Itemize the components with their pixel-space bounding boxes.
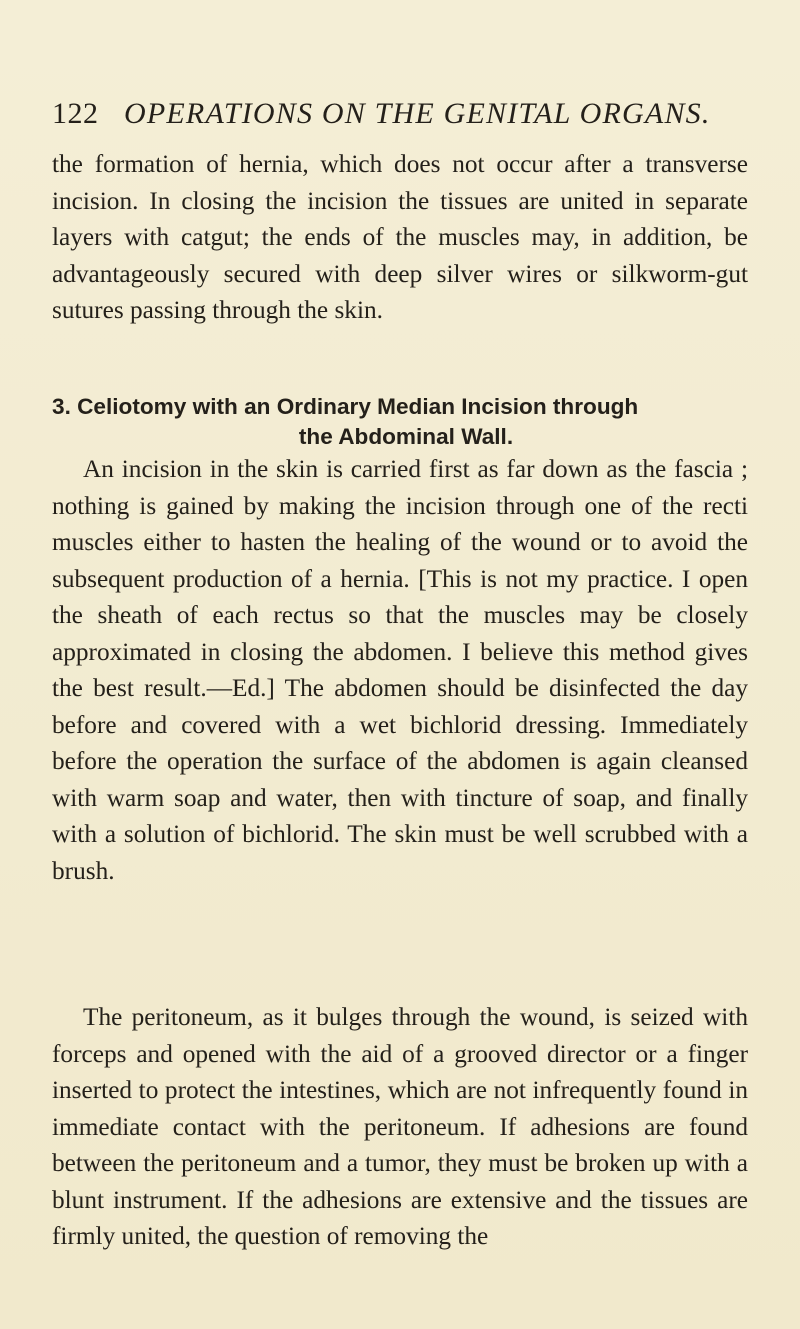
page-header	[52, 92, 752, 136]
section-heading	[52, 392, 752, 452]
section-heading-line-2: the Abdominal Wall.	[298, 424, 514, 449]
paragraph-2: An incision in the skin is carried first as far down as the fascia ; nothing is gained by making the incision through one of the recti muscles either to hasten the healing of the wound or to avoid the subsequent production of a hernia. [This is not my practice. I open the sheath of each rectus so that the muscles may be closely approximated in closing the abdomen. I believe this method gives the best result.—Ed.] The abdomen should be disinfected the day before and covered with a wet bichlorid dressing. Immediately before the operation the surface of the abdomen is again cleansed with warm soap and water, then with tincture of soap, and finally with a solution of bichlorid. The skin must be well scrubbed with a brush.	[52, 455, 748, 885]
section-heading-line-1: 3. Celiotomy with an Ordinary Median Incision through	[52, 394, 639, 419]
running-title: OPERATIONS ON THE GENITAL ORGANS.	[124, 97, 711, 130]
page-number: 122	[52, 97, 99, 130]
paragraph-1: the formation of hernia, which does not occur after a transverse incision. In closing the incision the tissues are united in separate layers with catgut; the ends of the muscles may, in addition, be advantageously secured with deep silver wires or silkworm-gut sutures passing through the skin.	[52, 150, 748, 324]
paragraph-3: The peritoneum, as it bulges through the wound, is seized with forceps and opened with the aid of a grooved director or a finger inserted to protect the intestines, which are not infrequently found in immediate contact with the peritoneum. If adhesions are found between the peritoneum and a tumor, they must be broken up with a blunt instrument. If the adhesions are extensive and the tissues are firmly united, the question of removing the	[52, 1003, 748, 1250]
